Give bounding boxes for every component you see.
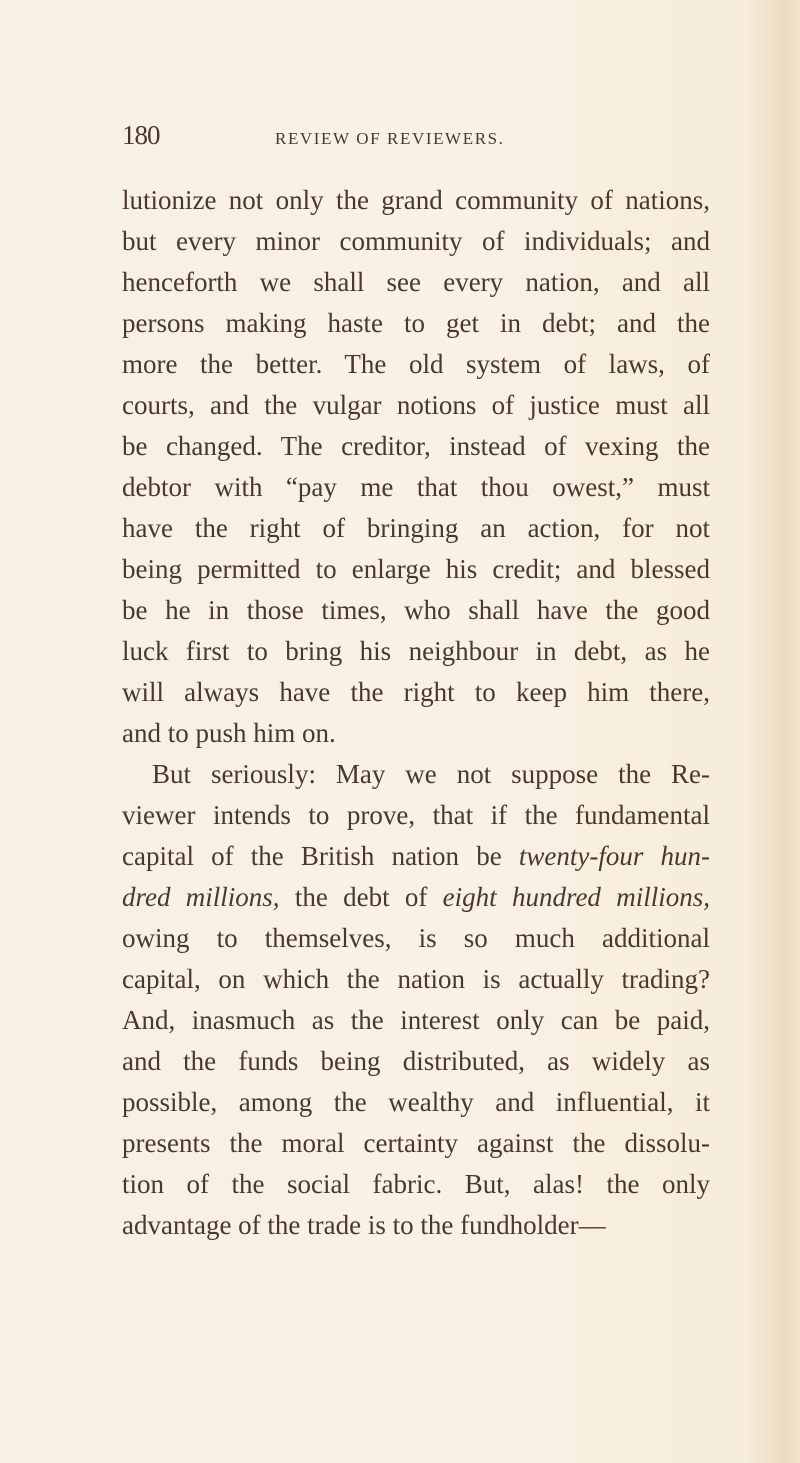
text-segment: presents the moral certainty against the dissolu-	[122, 1128, 710, 1158]
text-line	[122, 385, 710, 426]
page-number: 180	[122, 120, 160, 150]
text-segment: possible, among the wealthy and influential, it	[122, 1087, 710, 1117]
text-segment: and the funds being distributed, as widely as	[122, 1046, 710, 1076]
text-line	[122, 672, 710, 713]
text-line	[122, 795, 710, 836]
text-line	[122, 1041, 710, 1082]
text-segment: henceforth we shall see every nation, and all	[122, 267, 710, 297]
text-line	[122, 918, 710, 959]
text-segment: and to push him on.	[122, 718, 336, 748]
italic-text: dred millions,	[122, 882, 280, 912]
text-segment: but every minor community of individuals; and	[122, 226, 710, 256]
text-line	[122, 1205, 710, 1246]
text-line	[122, 549, 710, 590]
italic-text: eight hundred millions,	[442, 882, 710, 912]
text-line	[122, 713, 710, 754]
text-line	[122, 631, 710, 672]
text-line	[122, 221, 710, 262]
text-line	[122, 877, 710, 918]
running-title: REVIEW OF REVIEWERS.	[275, 129, 505, 148]
text-segment: advantage of the trade is to the fundholder—	[122, 1210, 606, 1240]
text-segment: have the right of bringing an action, for not	[122, 513, 710, 543]
text-segment: luck first to bring his neighbour in debt, as he	[122, 636, 710, 666]
text-segment: persons making haste to get in debt; and the	[122, 308, 710, 338]
text-line	[122, 262, 710, 303]
text-segment: tion of the social fabric. But, alas! the only	[122, 1169, 710, 1199]
text-segment: be changed. The creditor, instead of vexing the	[122, 431, 710, 461]
text-segment: courts, and the vulgar notions of justice must all	[122, 390, 710, 420]
text-segment: more the better. The old system of laws, of	[122, 349, 710, 379]
text-line	[122, 959, 710, 1000]
text-line	[122, 590, 710, 631]
text-segment: lutionize not only the grand community of nations,	[122, 185, 710, 215]
text-segment: the debt of	[279, 882, 443, 912]
text-line	[122, 1123, 710, 1164]
text-segment: But seriously: May we not suppose the Re-	[152, 759, 710, 789]
text-line	[122, 1082, 710, 1123]
text-segment: And, inasmuch as the interest only can be paid,	[122, 1005, 710, 1035]
text-line	[122, 303, 710, 344]
text-segment: capital of the British nation be	[122, 841, 519, 871]
text-segment: will always have the right to keep him there,	[122, 677, 710, 707]
text-segment: viewer intends to prove, that if the fundamental	[122, 800, 710, 830]
text-line	[122, 426, 710, 467]
text-segment: capital, on which the nation is actually trading?	[122, 964, 710, 994]
text-line	[122, 754, 710, 795]
text-segment: debtor with “pay me that thou owest,” must	[122, 472, 710, 502]
text-segment: be he in those times, who shall have the good	[122, 595, 710, 625]
text-line	[122, 508, 710, 549]
text-line	[122, 344, 710, 385]
text-segment: owing to themselves, is so much additional	[122, 923, 710, 953]
text-line	[122, 180, 710, 221]
text-line	[122, 467, 710, 508]
text-segment: being permitted to enlarge his credit; and blessed	[122, 554, 710, 584]
text-line	[122, 836, 710, 877]
text-line	[122, 1164, 710, 1205]
body-text	[122, 180, 710, 1246]
italic-text: twenty-four hun-	[518, 841, 710, 871]
page-header	[122, 120, 712, 160]
text-line	[122, 1000, 710, 1041]
